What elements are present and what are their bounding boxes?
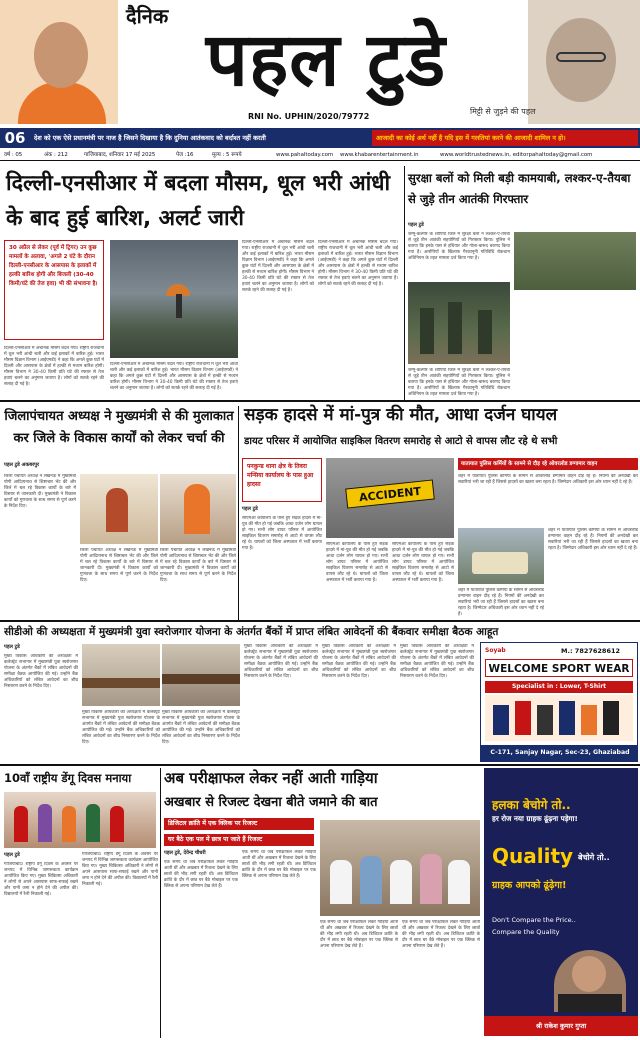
ad2-line4: ग्राहक आपको ढूंढ़ेगा! <box>492 880 567 891</box>
police-body-col2: शहर में यातायात पुलिस कर्मियों के सामने से ओवरलोड डग्गामार वाहन दौड़ रहे हैं। नियमों की अनदेखी कर सवारियां भरी जा रही हैं जिससे हादसों का खतरा बना रहता है। जिम्मेदार अधिकारी इस ओर ध्यान नहीं दे रहे हैं। <box>548 528 638 551</box>
ad2-person-name: श्री राकेश कुमार गुप्ता <box>484 1016 638 1036</box>
cdo-body-col5: मुख्य विकास अधिकारी की अध्यक्षता में कलेक्ट्रेट सभागार में मुख्यमंत्री युवा स्वरोजगार योजना के अंतर्गत बैंकों में लंबित आवेदनों की समीक्षा बैठक आयोजित की गई। उन्होंने बैंक अधिकारियों को लंबित आवेदनों का शीघ्र निस्तारण करने के निर्देश दिए। <box>322 644 396 679</box>
ad1-specialist: Specialist in : Lower, T-Shirt <box>485 681 633 693</box>
ad2-line1: हलका बेचोगे तो.. <box>492 798 571 812</box>
accident-photo <box>326 458 454 538</box>
result-byline: पहल टुडे, देवेन्द्र चौधरी <box>164 850 206 856</box>
accident-body-col2: सीएमओ कार्यालय के पास हुए सड़क हादसे में मां-पुत्र की मौत हो गई जबकि आधा दर्जन लोग घायल हो गए। सभी लोग डायट परिसर में आयोजित साइकिल वितरण समारोह से आटो से वापस लौट रहे थे। घायलों को जिला अस्पताल में भर्ती कराया गया है। <box>326 542 388 583</box>
masthead-small-title: दैनिक <box>126 4 169 28</box>
ad1-title: WELCOME SPORT WEAR <box>485 659 633 677</box>
result-subhead: अखबार से रिजल्ट देखना बीते जमाने की बात <box>164 795 378 810</box>
dengue-photo <box>4 792 156 848</box>
lead-body-col2: दिल्ली-एनसीआर में अचानक मौसम बदल गया। राष्ट्रीय राजधानी में धूल भरी आंधी चली और कई इलाकों में बारिश हुई। भारत मौसम विज्ञान विभाग (आईएमडी) ने कहा कि अगले कुछ घंटों में दिल्ली और आसपास के क्षेत्रों में हल्की से मध्यम बारिश होगी। मौसम विभाग ने 30-40 किमी प्रति घंटे की रफ्तार से तेज हवाएं चलने का अनुमान जताया है। लोगों को सतर्क रहने की सलाह दी गई है। <box>110 362 238 391</box>
dengue-body-col2: गाजियाबाद। राष्ट्रीय डेंगू दिवस के अवसर पर जनपद में विभिन्न जागरूकता कार्यक्रम आयोजित किए गए। मुख्य चिकित्सा अधिकारी ने लोगों से अपने आसपास साफ-सफाई रखने और पानी जमा न होने देने की अपील की। विद्यालयों में रैली निकाली गई। <box>82 852 158 887</box>
masthead-tagline: मिट्टी से जुड़ने की पहल <box>470 107 536 116</box>
ad1-phone: M.: 7827628612 <box>561 647 621 655</box>
cdo-headline: सीडीओ की अध्यक्षता में मुख्यमंत्री युवा स्वरोजगार योजना के अंतर्गत बैंकों में प्राप्त लंबित आवेदनों की बैंकवार समीक्षा बैठक आहूत <box>4 626 499 638</box>
police-body: शहर में यातायात पुलिस कर्मियों के सामने से ओवरलोड डग्गामार वाहन दौड़ रहे हैं। नियमों की अनदेखी कर सवारियां भरी जा रही हैं जिससे हादसों का खतरा बना रहता है। जिम्मेदार अधिकारी इस ओर ध्यान नहीं दे रहे हैं। <box>458 474 638 485</box>
accident-subhead: डायट परिसर में आयोजित साइकिल वितरण समारोह से आटो से वापस लौट रहे थे सभी <box>244 436 558 447</box>
edition-badge: 06 <box>0 128 30 148</box>
ad1-address: C-171, Sanjay Nagar, Sec-23, Ghaziabad <box>481 745 638 761</box>
accident-highlight-box: पनकुन्ड थाना क्षेत्र के तिवरा मन्सिया कार्यालय के पास हुआ हादसा <box>242 458 322 502</box>
dengue-headline: 10वाँ राष्ट्रीय डेंगू दिवस मनाया <box>4 771 132 785</box>
section-rule <box>0 620 640 622</box>
police-photo <box>458 528 544 584</box>
lead-headline: दिल्ली-एनसीआर में बदला मौसम, धूल भरी आंधी के बाद हुई बारिश, अलर्ट जारी <box>6 171 391 231</box>
lead-highlight-box: 30 अप्रैल से लेकर (पूर्व में ट्रिगर) उन कुछ मामलों के अलावा, 'अगले 2 घंटे के दौरान दिल्ली-एनसीआर के आसपास के इलाकों में हल्की बारिश होगी और बिजली (30-40 किमी/घंटे की तेज हवा) भी की संभावना है। <box>4 240 104 340</box>
dengue-body-col1: गाजियाबाद। राष्ट्रीय डेंगू दिवस के अवसर पर जनपद में विभिन्न जागरूकता कार्यक्रम आयोजित किए गए। मुख्य चिकित्सा अधिकारी ने लोगों से अपने आसपास साफ-सफाई रखने और पानी जमा न होने देने की अपील की। विद्यालयों में रैली निकाली गई। <box>4 862 78 897</box>
result-headline: अब परीक्षाफल लेकर नहीं आती गाड़िया <box>164 769 378 787</box>
ad2-line6: Compare the Quality <box>492 928 560 936</box>
terror-body-col2: जम्मू-कश्मीर के शोपियां जिले में सुरक्षा बलों ने लश्कर-ए-तैयबा से जुड़े तीन आतंकी सहयोगियों को गिरफ्तार किया। पुलिस ने बताया कि इनके पास से हथियार और गोला-बारूद बरामद किया गया है। आरोपियों के खिलाफ गैरकानूनी गतिविधि रोकथाम अधिनियम के तहत मामला दर्ज किया गया है। <box>408 368 510 396</box>
ticker-left: देश को एक ऐसे प्रधानमंत्री पर नाज है जिसने दिखाया है कि दुनिया आतंकवाद को बर्दाश्त नहीं करती <box>34 134 266 142</box>
info-web-3[interactable]: www.worldtrustednews.in, editorpahaltoday@gmail.com <box>440 152 593 158</box>
terror-photo-2 <box>514 232 636 290</box>
ad1-brand: Soyab <box>485 647 506 654</box>
accident-byline: पहल टुडे <box>242 506 258 512</box>
lead-body-col1: दिल्ली-एनसीआर में अचानक मौसम बदल गया। राष्ट्रीय राजधानी में धूल भरी आंधी चली और कई इलाकों में बारिश हुई। भारत मौसम विज्ञान विभाग (आईएमडी) ने कहा कि अगले कुछ घंटों में दिल्ली और आसपास के क्षेत्रों में हल्की से मध्यम बारिश होगी। मौसम विभाग ने 30-40 किमी प्रति घंटे की रफ्तार से तेज हवाएं चलने का अनुमान जताया है। लोगों को सतर्क रहने की सलाह दी गई है। <box>4 346 104 387</box>
info-web-1[interactable]: www.pahaltoday.com <box>276 152 334 158</box>
masthead-title: पहल टुडे <box>205 17 447 103</box>
info-place-date: गाजियाबाद, शनिवार 17 मई 2025 <box>84 152 156 158</box>
ad-quality[interactable] <box>484 768 638 1036</box>
masthead <box>0 0 640 128</box>
info-web-2[interactable]: www.khabarentertainment.in <box>340 152 419 158</box>
result-body-col2: एक समय था जब परीक्षाफल लेकर गाड़ियां आती थीं और अखबार में रिजल्ट देखने के लिए छात्रों की भीड़ लगी रहती थी। अब डिजिटल क्रांति के दौर में छात्र घर बैठे मोबाइल पर एक क्लिक से अपना परिणाम देख लेते हैं। <box>242 850 316 879</box>
ad2-person-photo <box>554 950 626 1012</box>
rni-number: RNI No. UPHIN/2020/79772 <box>248 112 370 121</box>
ad-sportwear[interactable] <box>480 642 638 762</box>
column-divider <box>160 768 161 1038</box>
info-year: वर्ष : 05 <box>4 152 23 158</box>
info-issue: अंक : 212 <box>44 152 68 158</box>
accident-headline: सड़क हादसे में मां-पुत्र की मौत, आधा दर्जन घायल <box>244 405 558 425</box>
cdo-body-col4: मुख्य विकास अधिकारी की अध्यक्षता में कलेक्ट्रेट सभागार में मुख्यमंत्री युवा स्वरोजगार योजना के अंतर्गत बैंकों में लंबित आवेदनों की समीक्षा बैठक आयोजित की गई। उन्होंने बैंक अधिकारियों को लंबित आवेदनों का शीघ्र निस्तारण करने के निर्देश दिए। <box>244 644 318 679</box>
police-bar: यातायात पुलिस कर्मियों के सामने से दौड़ रहे ओवरलोड डग्गामार वाहन <box>458 458 638 470</box>
ad2-line5: Don't Compare the Price.. <box>492 916 576 924</box>
cdo-photo-2 <box>162 644 240 706</box>
ticker-bar <box>0 128 640 148</box>
column-divider <box>238 406 239 620</box>
dengue-byline: पहल टुडे <box>4 852 20 858</box>
terror-body-col1: जम्मू-कश्मीर के शोपियां जिले में सुरक्षा बलों ने लश्कर-ए-तैयबा से जुड़े तीन आतंकी सहयोगियों को गिरफ्तार किया। पुलिस ने बताया कि इनके पास से हथियार और गोला-बारूद बरामद किया गया है। आरोपियों के खिलाफ गैरकानूनी गतिविधि रोकथाम अधिनियम के तहत मामला दर्ज किया गया है। <box>408 232 510 261</box>
result-body-col3: एक समय था जब परीक्षाफल लेकर गाड़ियां आती थीं और अखबार में रिजल्ट देखने के लिए छात्रों की भीड़ लगी रहती थी। अब डिजिटल क्रांति के दौर में छात्र घर बैठे मोबाइल पर एक क्लिक से अपना परिणाम देख लेते हैं। <box>320 920 398 949</box>
zila-body-col2: जिला पंचायत अध्यक्ष ने लखनऊ में मुख्यमंत्री योगी आदित्यनाथ से शिष्टाचार भेंट की और जिले में चल रहे विकास कार्यों के बारे में विस्तार से जानकारी दी। मुख्यमंत्री ने विकास कार्यों को गुणवत्ता के साथ समय से पूर्ण करने के निर्देश दिए। <box>80 548 158 583</box>
info-price: मूल्य : 5 रूपये <box>212 152 242 158</box>
result-body-col1: एक समय था जब परीक्षाफल लेकर गाड़ियां आती थीं और अखबार में रिजल्ट देखने के लिए छात्रों की भीड़ लगी रहती थी। अब डिजिटल क्रांति के दौर में छात्र घर बैठे मोबाइल पर एक क्लिक से अपना परिणाम देख लेते हैं। <box>164 860 238 889</box>
lead-body-col4: दिल्ली-एनसीआर में अचानक मौसम बदल गया। राष्ट्रीय राजधानी में धूल भरी आंधी चली और कई इलाकों में बारिश हुई। भारत मौसम विज्ञान विभाग (आईएमडी) ने कहा कि अगले कुछ घंटों में दिल्ली और आसपास के क्षेत्रों में हल्की से मध्यम बारिश होगी। मौसम विभाग ने 30-40 किमी प्रति घंटे की रफ्तार से तेज हवाएं चलने का अनुमान जताया है। लोगों को सतर्क रहने की सलाह दी गई है। <box>318 240 398 287</box>
info-bar <box>0 149 640 161</box>
cdo-body-col6: मुख्य विकास अधिकारी की अध्यक्षता में कलेक्ट्रेट सभागार में मुख्यमंत्री युवा स्वरोजगार योजना के अंतर्गत बैंकों में लंबित आवेदनों की समीक्षा बैठक आयोजित की गई। उन्होंने बैंक अधिकारियों को लंबित आवेदनों का शीघ्र निस्तारण करने के निर्देश दिए। <box>400 644 474 679</box>
cdo-byline: पहल टुडे <box>4 644 20 650</box>
zila-body-col1: जिला पंचायत अध्यक्ष ने लखनऊ में मुख्यमंत्री योगी आदित्यनाथ से शिष्टाचार भेंट की और जिले में चल रहे विकास कार्यों के बारे में विस्तार से जानकारी दी। मुख्यमंत्री ने विकास कार्यों को गुणवत्ता के साथ समय से पूर्ण करने के निर्देश दिए। <box>4 474 76 509</box>
lead-rain-photo <box>110 240 238 358</box>
zila-body-col3: जिला पंचायत अध्यक्ष ने लखनऊ में मुख्यमंत्री योगी आदित्यनाथ से शिष्टाचार भेंट की और जिले में चल रहे विकास कार्यों के बारे में विस्तार से जानकारी दी। मुख्यमंत्री ने विकास कार्यों को गुणवत्ता के साथ समय से पूर्ण करने के निर्देश दिए। <box>160 548 236 583</box>
zila-headline: जिलापंचायत अध्यक्ष ने मुख्यमंत्री से की मुलाकात कर जिले के विकास कार्यों को लेकर चर्चा की <box>4 409 234 446</box>
police-body-col3: शहर में यातायात पुलिस कर्मियों के सामने से ओवरलोड डग्गामार वाहन दौड़ रहे हैं। नियमों की अनदेखी कर सवारियां भरी जा रही हैं जिससे हादसों का खतरा बना रहता है। जिम्मेदार अधिकारी इस ओर ध्यान नहीं दे रहे हैं। <box>458 588 544 616</box>
masthead-right-portrait <box>528 0 640 124</box>
cdo-body-col3: मुख्य विकास अधिकारी की अध्यक्षता में कलेक्ट्रेट सभागार में मुख्यमंत्री युवा स्वरोजगार योजना के अंतर्गत बैंकों में लंबित आवेदनों की समीक्षा बैठक आयोजित की गई। उन्होंने बैंक अधिकारियों को लंबित आवेदनों का शीघ्र निस्तारण करने के निर्देश दिए। <box>162 710 240 745</box>
terror-byline: पहल टुडे <box>408 222 424 228</box>
zila-photo-2 <box>160 474 236 544</box>
result-photo <box>320 820 480 916</box>
column-divider <box>404 166 405 400</box>
info-pages: पेज :16 <box>176 152 194 158</box>
ad1-jerseys <box>485 695 633 741</box>
cdo-body-col1: मुख्य विकास अधिकारी की अध्यक्षता में कलेक्ट्रेट सभागार में मुख्यमंत्री युवा स्वरोजगार योजना के अंतर्गत बैंकों में लंबित आवेदनों की समीक्षा बैठक आयोजित की गई। उन्होंने बैंक अधिकारियों को लंबित आवेदनों का शीघ्र निस्तारण करने के निर्देश दिए। <box>4 654 78 689</box>
zila-byline: पहल टुडे अकबरपुर <box>4 462 40 468</box>
result-bullet-2: घर बैठे एक पल में छात्र पा जाते हैं रिजल्ट <box>164 834 314 846</box>
cdo-photo-1 <box>82 644 160 706</box>
zila-photo-1 <box>80 474 158 544</box>
terror-headline: सुरक्षा बलों को मिली बड़ी कामयाबी, लश्कर-ए-तैयबा से जुड़े तीन आतंकी गिरफ्तार <box>408 171 631 206</box>
ad2-line3: बेचोगे तो.. <box>578 853 610 862</box>
masthead-left-portrait <box>0 0 118 124</box>
accident-body-col1: सीएमओ कार्यालय के पास हुए सड़क हादसे में मां-पुत्र की मौत हो गई जबकि आधा दर्जन लोग घायल हो गए। सभी लोग डायट परिसर में आयोजित साइकिल वितरण समारोह से आटो से वापस लौट रहे थे। घायलों को जिला अस्पताल में भर्ती कराया गया है। <box>242 516 322 551</box>
result-body-col4: एक समय था जब परीक्षाफल लेकर गाड़ियां आती थीं और अखबार में रिजल्ट देखने के लिए छात्रों की भीड़ लगी रहती थी। अब डिजिटल क्रांति के दौर में छात्र घर बैठे मोबाइल पर एक क्लिक से अपना परिणाम देख लेते हैं। <box>402 920 480 949</box>
ad2-line2: हर रोज नया ग्राहक ढूंढ़ना पड़ेगा! <box>492 814 578 823</box>
accident-body-col3: सीएमओ कार्यालय के पास हुए सड़क हादसे में मां-पुत्र की मौत हो गई जबकि आधा दर्जन लोग घायल हो गए। सभी लोग डायट परिसर में आयोजित साइकिल वितरण समारोह से आटो से वापस लौट रहे थे। घायलों को जिला अस्पताल में भर्ती कराया गया है। <box>392 542 454 583</box>
ad2-quality: Quality <box>492 844 574 868</box>
lead-body-col3: दिल्ली-एनसीआर में अचानक मौसम बदल गया। राष्ट्रीय राजधानी में धूल भरी आंधी चली और कई इलाकों में बारिश हुई। भारत मौसम विज्ञान विभाग (आईएमडी) ने कहा कि अगले कुछ घंटों में दिल्ली और आसपास के क्षेत्रों में हल्की से मध्यम बारिश होगी। मौसम विभाग ने 30-40 किमी प्रति घंटे की रफ्तार से तेज हवाएं चलने का अनुमान जताया है। लोगों को सतर्क रहने की सलाह दी गई है। <box>242 240 314 293</box>
ticker-right: आजादी का कोई अर्थ नहीं है यदि इस में गलतियां करने की आजादी शामिल न हो। <box>372 130 638 146</box>
cdo-body-col2: मुख्य विकास अधिकारी की अध्यक्षता में कलेक्ट्रेट सभागार में मुख्यमंत्री युवा स्वरोजगार योजना के अंतर्गत बैंकों में लंबित आवेदनों की समीक्षा बैठक आयोजित की गई। उन्होंने बैंक अधिकारियों को लंबित आवेदनों का शीघ्र निस्तारण करने के निर्देश दिए। <box>82 710 160 745</box>
result-bullet-1: डिजिटल क्रांति में एक क्लिक पर रिजल्ट <box>164 818 314 830</box>
terror-photo <box>408 282 510 364</box>
accident-sign: ACCIDENT <box>345 479 435 508</box>
